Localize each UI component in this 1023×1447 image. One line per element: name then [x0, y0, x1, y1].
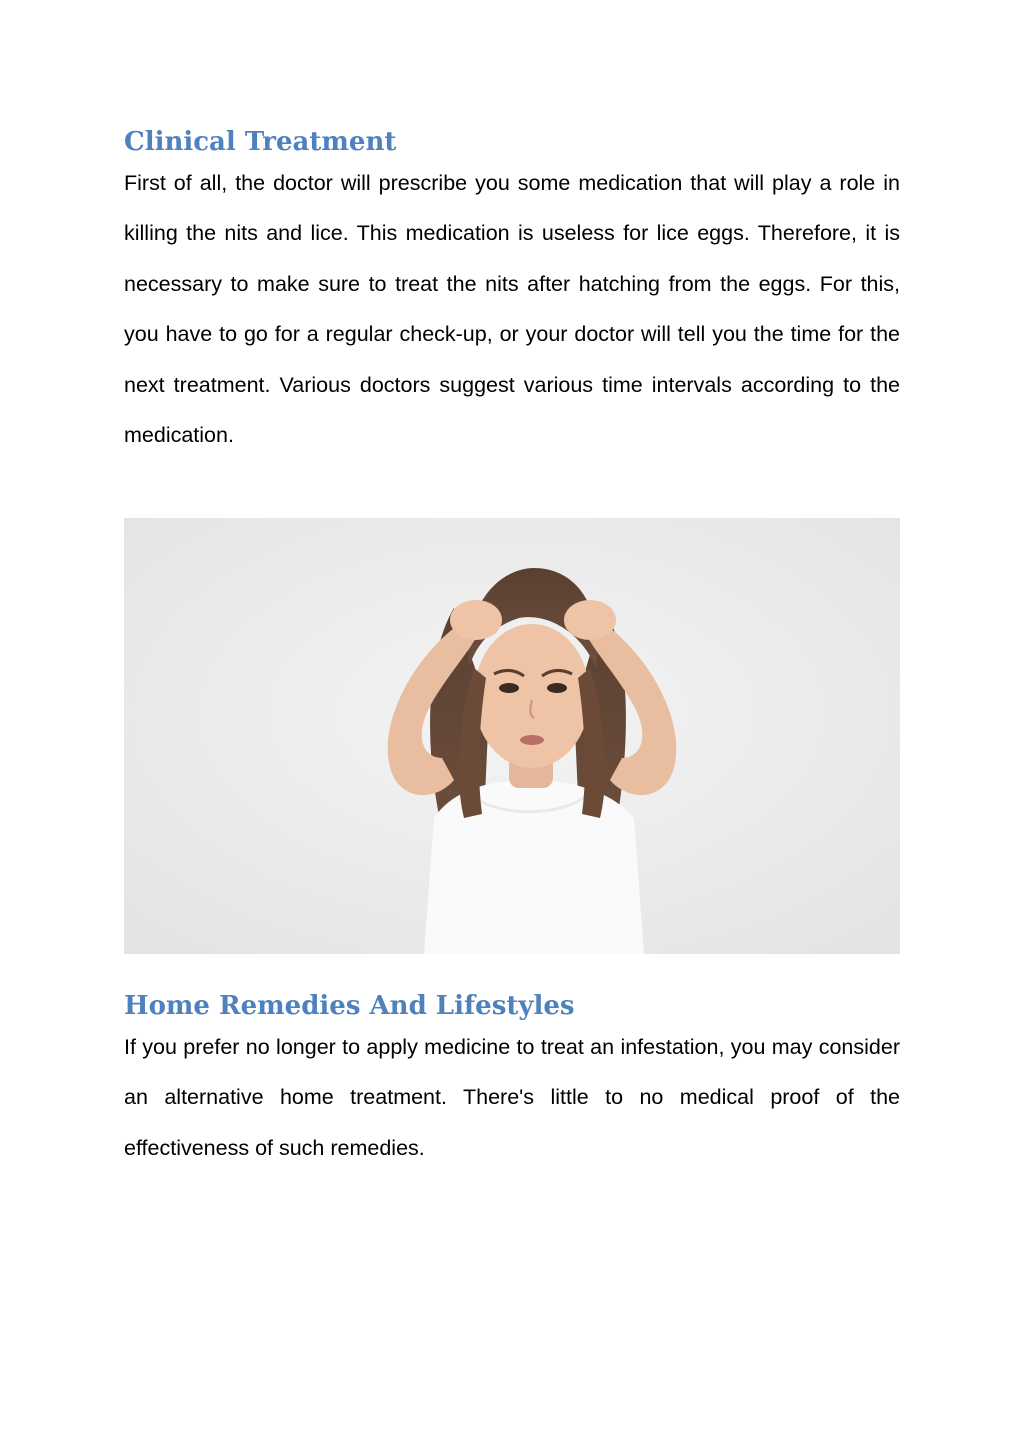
section-heading-clinical-treatment: Clinical Treatment — [124, 127, 397, 157]
girl-scratching-head-photo — [124, 518, 900, 954]
photo-illustration — [124, 518, 900, 954]
section-body-clinical-treatment: First of all, the doctor will prescribe you some medication that will play a role in killing the nits and lice. This medication is useless for lice eggs. Therefore, it is necessary to make sure to treat the nits after hatching from the eggs. For this, you have to go for a regular check-up, or your doctor will tell you the time for the next treatment. Various doctors suggest various time intervals according to the medication. — [124, 171, 900, 448]
section-body-home-remedies: If you prefer no longer to apply medicine to treat an infestation, you may consider an alternative home treatment. There's little to no medical proof of the effectiveness of such remedies. — [124, 1035, 900, 1160]
section-heading-home-remedies: Home Remedies And Lifestyles — [124, 991, 575, 1021]
